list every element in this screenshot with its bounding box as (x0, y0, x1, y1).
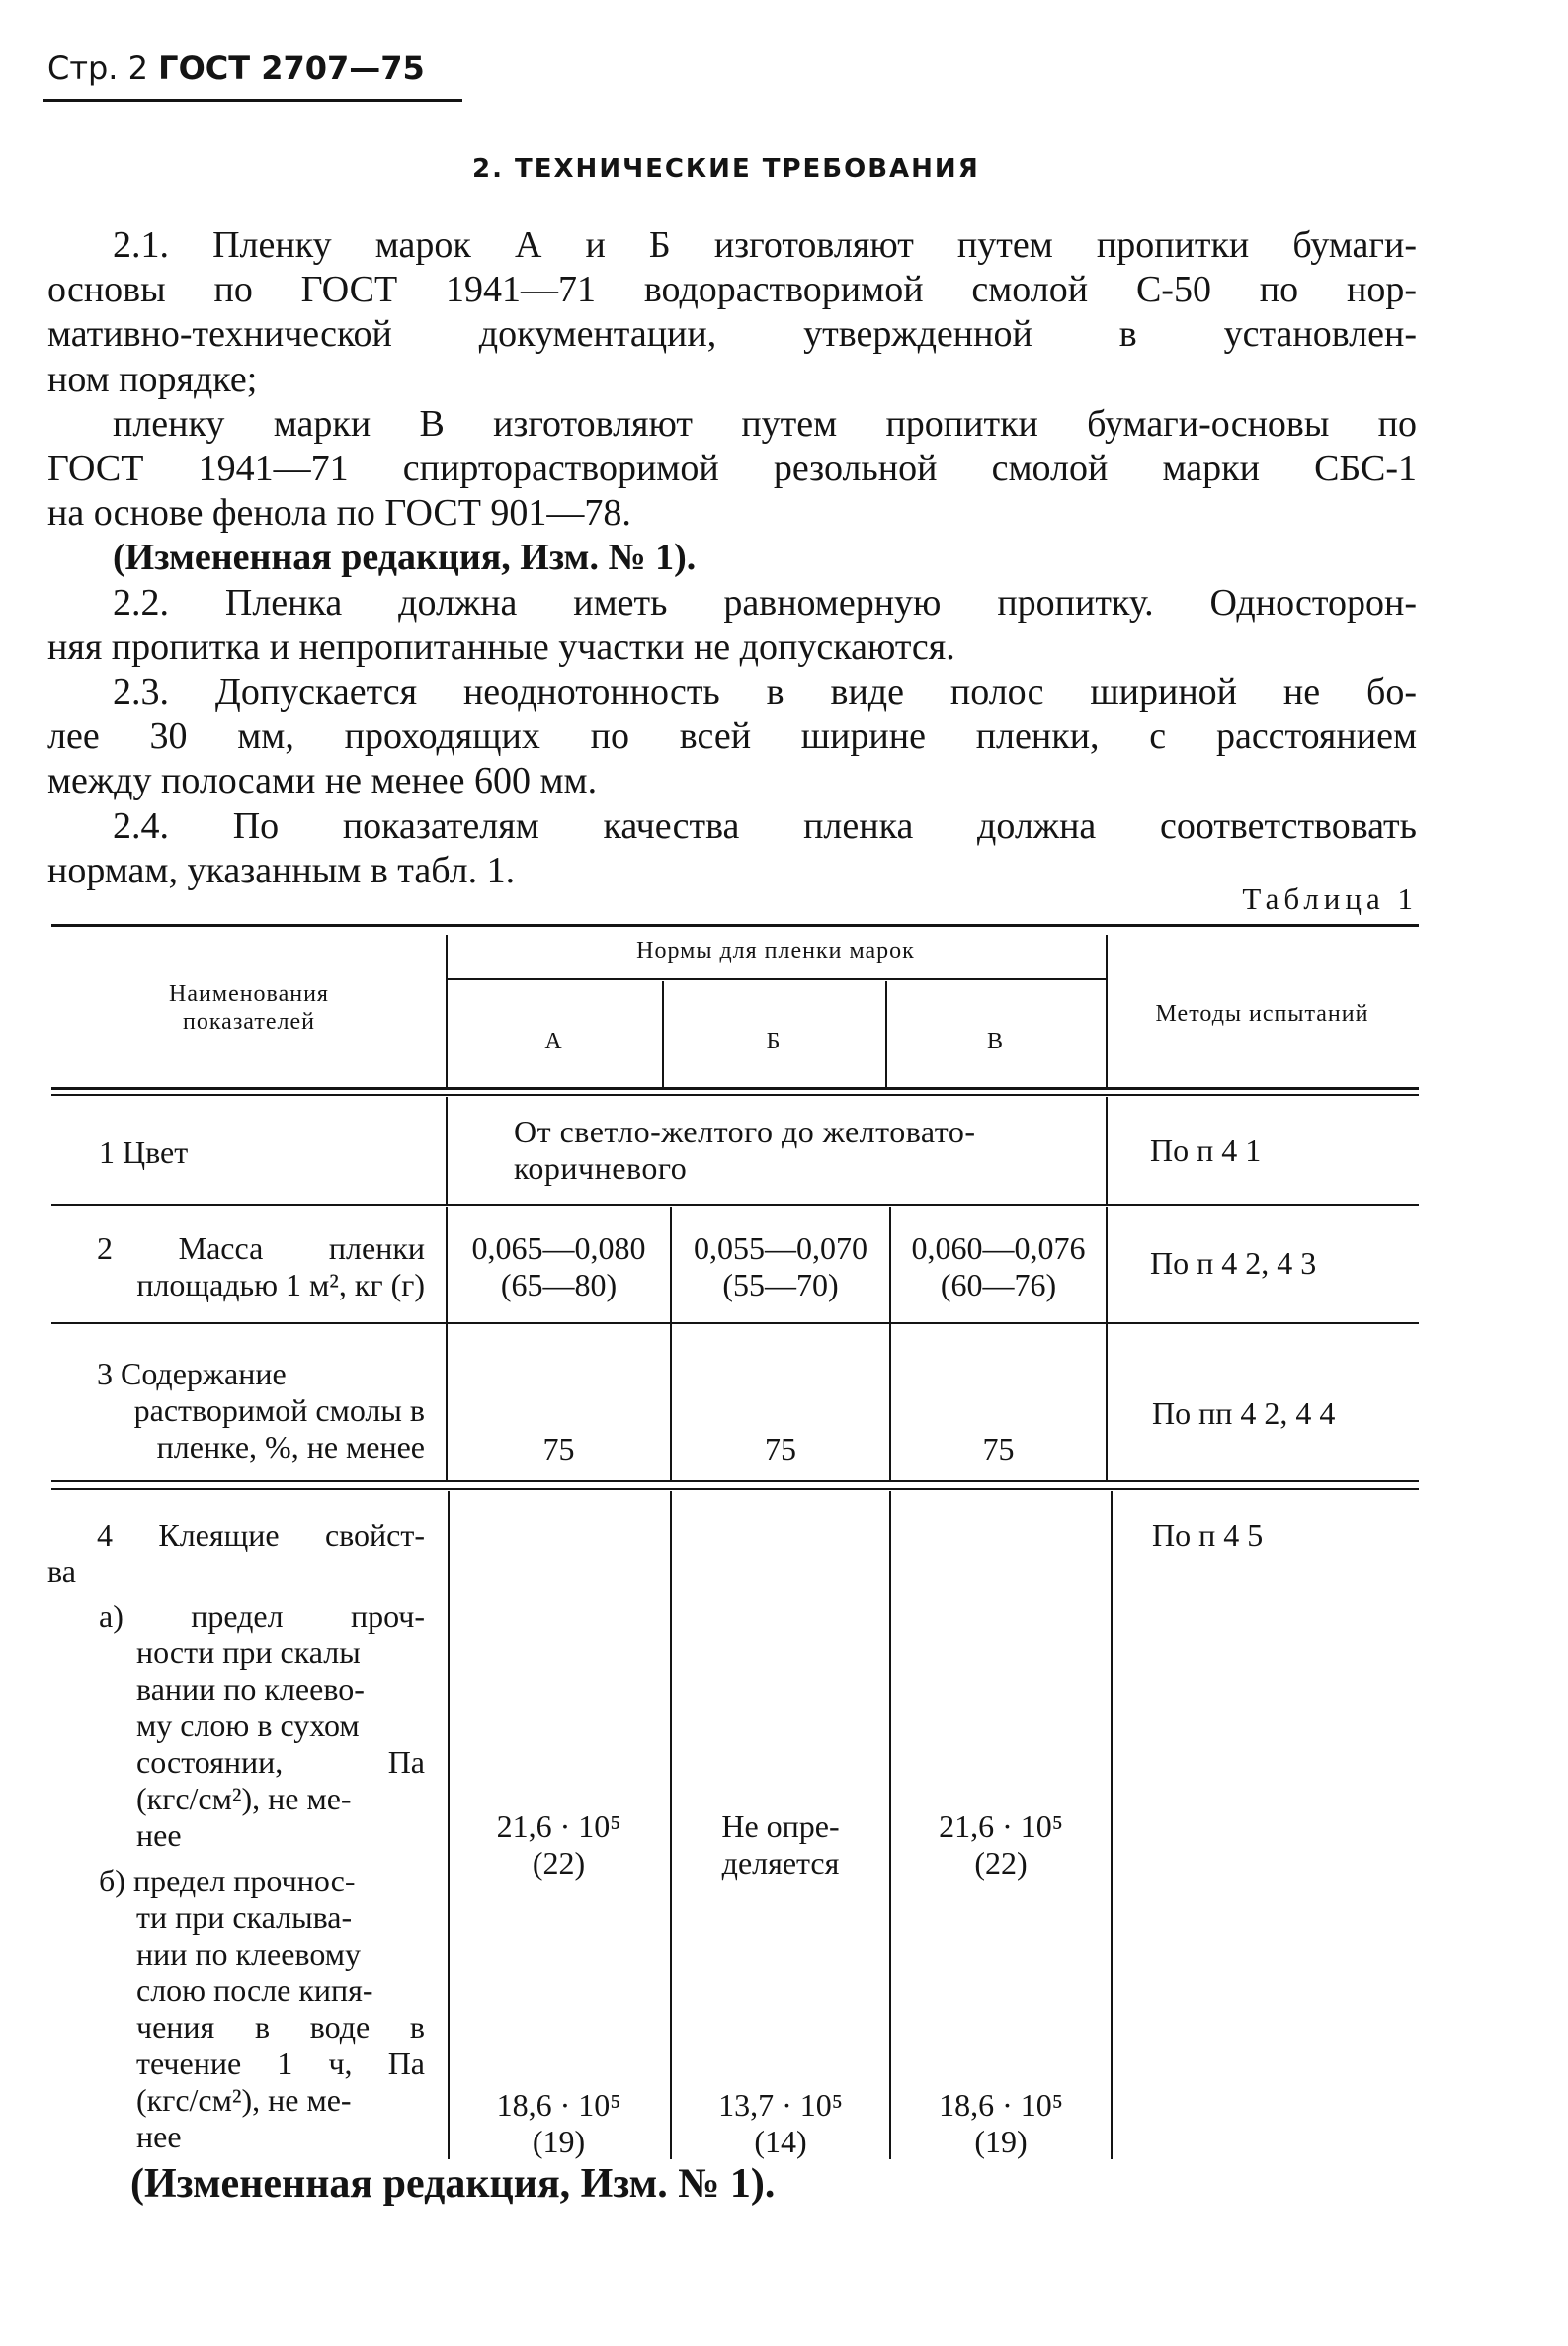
row2-grade-a-line: 0,065—0,080 (471, 1230, 646, 1266)
row4b-name-line: слою после кипя- (136, 1972, 373, 2008)
row4a-grade-a-line: (22) (532, 1845, 586, 1881)
row2-name-line: площадью 1 м², кг (г) (136, 1267, 425, 1302)
paragraph-2-3-line: лее 30 мм, проходящих по всей ширине пленки, с расстоянием (47, 715, 1417, 758)
paragraph-2-4-line: нормам, указанным в табл. 1. (47, 849, 516, 891)
row4-name (47, 1517, 425, 1590)
col-rule (446, 1097, 448, 1204)
row4-name-line: ва (47, 1553, 76, 1589)
row2-name-line: 2 Масса пленки (97, 1230, 425, 1266)
col-rule (1111, 1491, 1113, 2159)
row4a-grade-v-line: (22) (974, 1845, 1028, 1881)
col-header-name-line: показателей (183, 1009, 315, 1035)
row-rule (51, 1480, 1419, 1482)
header-rule (43, 99, 462, 102)
paragraph-2-1b-line: пленку марки В изготовляют путем пропитки бумаги-основы по (113, 402, 1417, 445)
row3-grade-b: 75 (765, 1431, 796, 1466)
row1-value (514, 1114, 975, 1187)
row4b-name-line: нии по клеевому (136, 1936, 361, 1971)
paragraph-2-2-line: няя пропитка и непропитанные участки не допускаются. (47, 626, 955, 668)
row4a-name-line: му слою в сухом (136, 1708, 360, 1743)
col-header-methods: Методы испытаний (1155, 1001, 1369, 1027)
row4b-name-line: ти при скалыва- (136, 1899, 353, 1935)
header-bottom-rule (51, 1087, 1419, 1090)
row2-grade-a (448, 1230, 670, 1303)
row4b-grade-v (891, 2087, 1111, 2160)
row4a-name-line: (кгс/см²), не ме- (136, 1781, 352, 1816)
col-header-grade-b: Б (766, 1029, 782, 1054)
row2-grade-b-line: 0,055—0,070 (694, 1230, 867, 1266)
page-number: Стр. 2 (47, 49, 148, 87)
paragraph-2-1-line: мативно-технической документации, утвержденной в установлен- (47, 313, 1417, 356)
paragraph-2-4-line: 2.4. По показателям качества пленка должна соответствовать (113, 804, 1417, 847)
row2-grade-b-line: (55—70) (722, 1267, 839, 1302)
header-bottom-rule-2 (51, 1094, 1419, 1096)
row3-name-line: 3 Содержание (97, 1356, 287, 1391)
row3-name-line: пленке, %, не менее (156, 1429, 425, 1465)
row4-name-line: 4 Клеящие свойст- (97, 1517, 425, 1552)
row-rule (51, 1204, 1419, 1206)
paragraph-2-1b-line: ГОСТ 1941—71 спирторастворимой резольной смолой марки СБС-1 (47, 448, 1417, 490)
row4a-name-line: нее (136, 1817, 182, 1853)
header-split-rule (446, 978, 1106, 980)
row4-method: По п 4 5 (1152, 1517, 1264, 1552)
amendment-note: (Измененная редакция, Изм. № 1). (113, 537, 697, 579)
row4a-grade-b-line: деляется (721, 1845, 840, 1881)
row4a-grade-a (448, 1808, 670, 1882)
row4b-grade-b-line: (14) (754, 2124, 807, 2159)
section-title: 2. ТЕХНИЧЕСКИЕ ТРЕБОВАНИЯ (472, 154, 980, 184)
row3-name-line: растворимой смолы в (133, 1392, 425, 1428)
row4b-grade-v-line: 18,6 · 10⁵ (939, 2087, 1063, 2123)
row4a-name-line: состоянии, Па (136, 1744, 425, 1780)
row4a-grade-b-line: Не опре- (721, 1808, 840, 1844)
paragraph-2-1b-line: на основе фенола по ГОСТ 901—78. (47, 492, 631, 535)
row3-grade-v: 75 (982, 1431, 1015, 1466)
paragraph-2-2-line: 2.2. Пленка должна иметь равномерную пропитку. Односторон- (113, 581, 1417, 624)
body-text (47, 223, 1417, 893)
row2-method: По п 4 2, 4 3 (1150, 1245, 1317, 1281)
col-rule (1106, 1097, 1108, 1204)
footer-amendment-note: (Измененная редакция, Изм. № 1). (130, 2161, 776, 2207)
row1-value-line: коричневого (514, 1150, 688, 1186)
col-header-name-line: Наименования (169, 981, 329, 1007)
row4b-name-line: (кгс/см²), не ме- (136, 2082, 352, 2118)
row4a-name-line: ности при скалы (136, 1634, 361, 1670)
row2-grade-v-line: 0,060—0,076 (911, 1230, 1086, 1266)
paragraph-2-1-line: ном порядке; (47, 358, 258, 400)
row4a-name-line: вании по клеево- (136, 1671, 365, 1707)
col-header-name (51, 980, 447, 1036)
row1-method: По п 4 1 (1150, 1132, 1262, 1168)
row4b-grade-b-line: 13,7 · 10⁵ (718, 2087, 843, 2123)
row4b-name-line: чения в воде в (136, 2009, 425, 2045)
row4a-grade-v-line: 21,6 · 10⁵ (939, 1808, 1063, 1844)
row4b-grade-a (448, 2087, 670, 2160)
table-caption: Таблица 1 (1242, 881, 1418, 916)
row4b-grade-b (672, 2087, 889, 2160)
standard-code: ГОСТ 2707—75 (158, 49, 425, 87)
row4a-name (99, 1598, 425, 1854)
row4b-name-line: б) предел прочнос- (99, 1863, 356, 1898)
row-rule (51, 1322, 1419, 1324)
row1-name: 1 Цвет (99, 1134, 189, 1170)
table-top-rule (51, 924, 1419, 927)
row4b-grade-a-line: 18,6 · 10⁵ (496, 2087, 621, 2123)
row4a-grade-b (672, 1808, 889, 1882)
page-header (47, 49, 425, 87)
row2-grade-v-line: (60—76) (940, 1267, 1057, 1302)
row4b-grade-v-line: (19) (974, 2124, 1028, 2159)
row4b-name (99, 1863, 425, 2155)
paragraph-2-3-line: 2.3. Допускается неоднотонность в виде полос шириной не бо- (113, 671, 1417, 713)
row2-grade-a-line: (65—80) (500, 1267, 618, 1302)
row4a-name-line: а) предел проч- (99, 1598, 425, 1634)
row3-method: По пп 4 2, 4 4 (1152, 1395, 1336, 1431)
row4b-grade-a-line: (19) (532, 2124, 586, 2159)
col-rule (1106, 1207, 1108, 1480)
col-header-grade-v: В (986, 1029, 1004, 1054)
row2-grade-b (672, 1230, 889, 1303)
row3-name (59, 1356, 425, 1466)
row1-value-line: От светло-желтого до желтовато- (514, 1114, 976, 1149)
paragraph-2-3-line: между полосами не менее 600 мм. (47, 760, 598, 802)
row4a-grade-a-line: 21,6 · 10⁵ (496, 1808, 621, 1844)
row4b-name-line: нее (136, 2119, 182, 2154)
paragraph-2-1-line: основы по ГОСТ 1941—71 водорастворимой смолой С-50 по нор- (47, 269, 1417, 311)
row-rule (51, 1488, 1419, 1490)
col-header-norms: Нормы для пленки марок (636, 938, 915, 964)
row2-grade-v (891, 1230, 1106, 1303)
row3-grade-a: 75 (542, 1431, 575, 1466)
row4a-grade-v (891, 1808, 1111, 1882)
row2-name (59, 1230, 425, 1303)
col-header-grade-a: А (544, 1029, 563, 1054)
paragraph-2-1-line: 2.1. Пленку марок А и Б изготовляют путем пропитки бумаги- (113, 224, 1417, 266)
row4b-name-line: течение 1 ч, Па (136, 2046, 425, 2081)
